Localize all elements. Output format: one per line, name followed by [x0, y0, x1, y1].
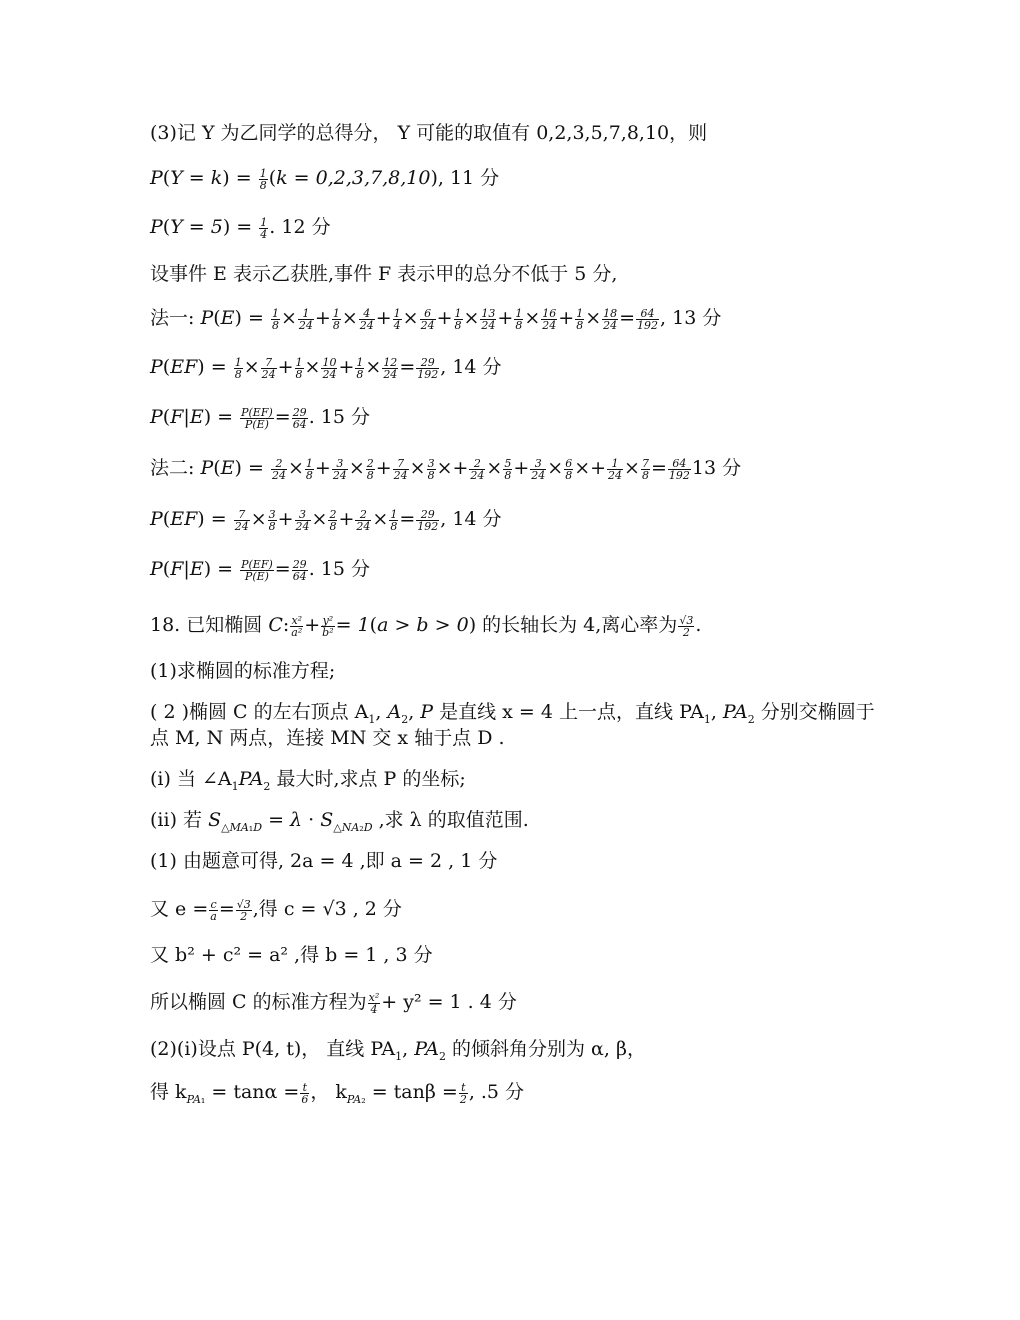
fraction: $\frac{1}{4}$ [260, 215, 268, 241]
equation-line: 法二: P(E) = $\frac{2}{24}$ × $\frac{1}{8}$ + $\frac{3}{24}$ × $\frac{2}{8}$ + $\frac{7}{24}$ × $\frac{3}{8}$ ×+ $\frac{2}{24}$ × $\frac{5}{8}$ + $\frac{3}{24}$ × $\frac{6}{8}$ ×+ $\frac{1}{24}$ × $\frac{7}{8}$ = $\frac{64}{192}$ 13 分 [150, 456, 742, 482]
text-line: (ii) 若 $S_{\triangle MA_1D} = \lambda \cdot S_{\triangle NA_2D}$ ,求 λ 的取值范围. [150, 809, 529, 834]
text-line: 点 M, N 两点，连接 MN 交 x 轴于点 D . [150, 727, 505, 749]
equation-line: 得 $k_{PA_1} = \tan\alpha$ = $\frac{t}{6}$ ， $k_{PA_2} = \tan\beta$ = $\frac{t}{2}$ , .5 分 [150, 1080, 525, 1106]
text-line: (i) 当 $\angle A_1PA_2$ 最大时,求点 P 的坐标; [150, 768, 466, 793]
text-line: (1)求椭圆的标准方程; [150, 660, 336, 682]
problem-statement: 18. 已知椭圆 C: $\frac{\text{x²}}{\text{a²}}$ + $\frac{\text{y²}}{\text{b²}}$ = 1(a > b > 0) 的长轴长为 4,离心率为 $\frac{√3}{2}$ . [150, 613, 702, 639]
text-line: 设事件 E 表示乙获胜,事件 F 表示甲的总分不低于 5 分, [150, 263, 618, 285]
text-line: 又 b² + c² = a² ,得 b = 1 , 3 分 [150, 944, 433, 966]
equation-line: P(EF) = $\frac{1}{8}$ × $\frac{7}{24}$ + $\frac{1}{8}$ × $\frac{10}{24}$ + $\frac{1}{8}$ × $\frac{12}{24}$ = $\frac{29}{192}$ , 14 分 [150, 355, 502, 381]
equation-line: P(F|E) = $\frac{P(EF)}{P(E)}$ = $\frac{29}{64}$ . 15 分 [150, 557, 370, 583]
equation-line: P(EF) = $\frac{7}{24}$ × $\frac{3}{8}$ + $\frac{3}{24}$ × $\frac{2}{8}$ + $\frac{2}{24}$ × $\frac{1}{8}$ = $\frac{29}{192}$ , 14 分 [150, 507, 502, 533]
equation-line: P(Y = 5) = $\frac{1}{4}$ . 12 分 [150, 215, 331, 241]
text-line: (3)记 Y 为乙同学的总得分， Y 可能的取值有 0,2,3,5,7,8,10，则 [150, 122, 708, 144]
equation-line: P(Y = k) = $\frac{1}{8}$ (k = 0,2,3,7,8,10), 11 分 [150, 166, 500, 192]
equation-line: 法一: P(E) = $\frac{1}{8}$ × $\frac{1}{24}$ + $\frac{1}{8}$ × $\frac{4}{24}$ + $\frac{1}{4}$ × $\frac{6}{24}$ + $\frac{1}{8}$ × $\frac{13}{24}$ + $\frac{1}{8}$ × $\frac{16}{24}$ + $\frac{1}{8}$ × $\frac{18}{24}$ = $\frac{64}{192}$ , 13 分 [150, 306, 722, 332]
equation-line: 所以椭圆 C 的标准方程为 $\frac{\text{x²}}{4}$ + y² = 1 . 4 分 [150, 990, 517, 1016]
equation-line: P(F|E) = $\frac{P(EF)}{P(E)}$ = $\frac{29}{64}$ . 15 分 [150, 405, 370, 431]
text-line: (2)(i)设点 P(4, t)， 直线 $PA_1$, $PA_2$ 的倾斜角分别为 α, β， [150, 1038, 646, 1063]
fraction: $\frac{1}{8}$ [259, 166, 267, 192]
equation-line: 又 e = $\frac{c}{a}$ = $\frac{√3}{2}$ ,得 c = √3 , 2 分 [150, 897, 402, 923]
text-line: ( 2 )椭圆 C 的左右顶点 $A_1$, $A_2$, P 是直线 x = 4 上一点，直线 $PA_1$, $PA_2$ 分别交椭圆于 [150, 701, 875, 726]
text-line: (1) 由题意可得, 2a = 4 ,即 a = 2 , 1 分 [150, 850, 498, 872]
